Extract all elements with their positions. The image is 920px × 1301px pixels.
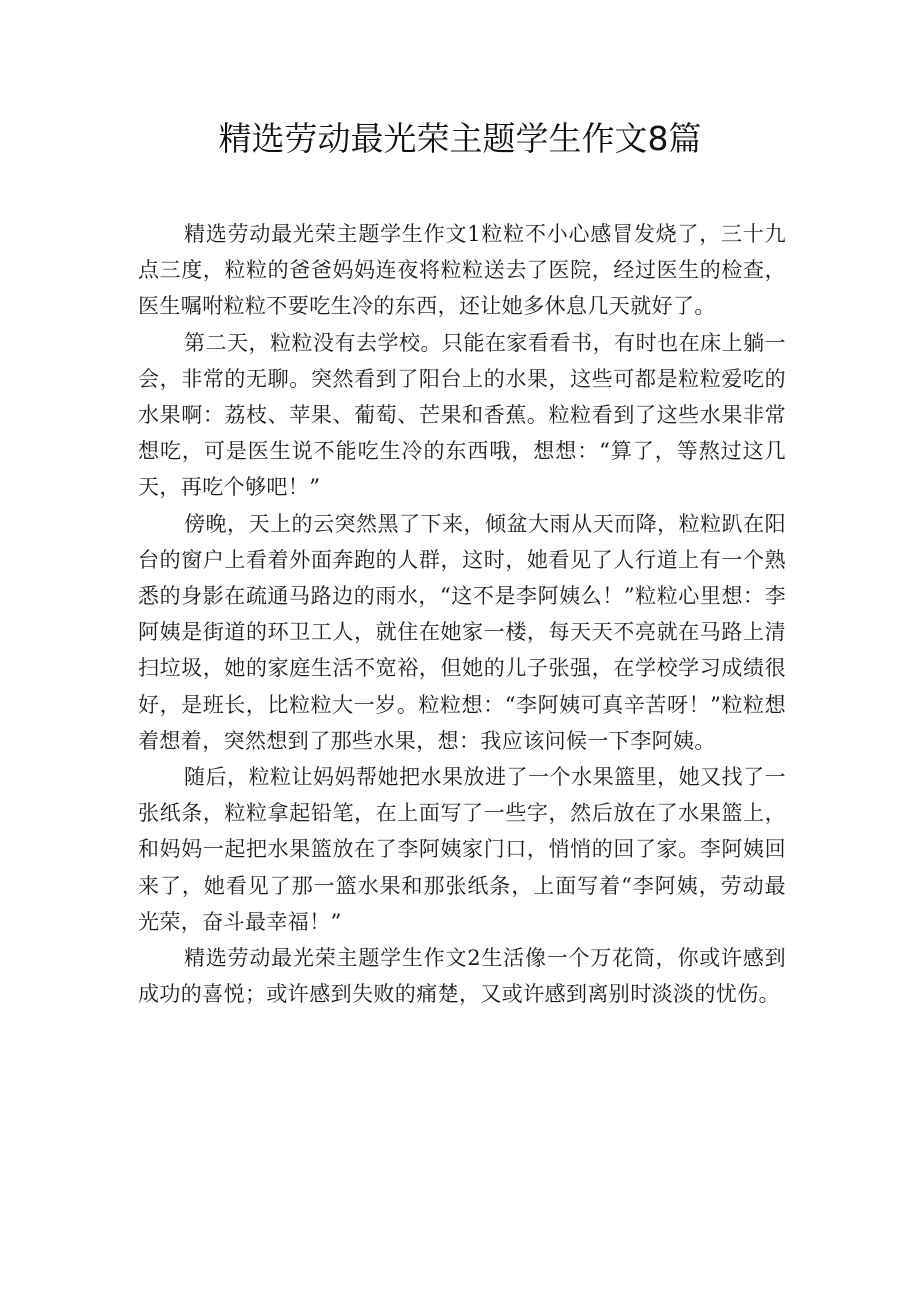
- paragraph: 精选劳动最光荣主题学生作文1粒粒不小心感冒发烧了，三十九点三度，粒粒的爸爸妈妈连夜将粒粒送去了医院，经过医生的检查，医生嘱咐粒粒不要吃生冷的东西，还让她多休息几天就好了。: [138, 222, 786, 319]
- document-body: [138, 216, 786, 1012]
- document-title: 精选劳动最光荣主题学生作文8篇: [218, 119, 702, 158]
- paragraph: 傍晚，天上的云突然黑了下来，倾盆大雨从天而降，粒粒趴在阳台的窗户上看着外面奔跑的人群，这时，她看见了人行道上有一个熟悉的身影在疏通马路边的雨水，“这不是李阿姨么！”粒粒心里想：李阿姨是街道的环卫工人，就住在她家一楼，每天天不亮就在马路上清扫垃圾，她的家庭生活不宽裕，但她的儿子张强，在学校学习成绩很好，是班长，比粒粒大一岁。粒粒想：“李阿姨可真辛苦呀！”粒粒想着想着，突然想到了那些水果，想：我应该问候一下李阿姨。: [138, 511, 786, 753]
- paragraph: 随后，粒粒让妈妈帮她把水果放进了一个水果篮里，她又找了一张纸条，粒粒拿起铅笔，在上面写了一些字，然后放在了水果篮上，和妈妈一起把水果篮放在了李阿姨家门口，悄悄的回了家。李阿姨回来了，她看见了那一篮水果和那张纸条，上面写着“李阿姨，劳动最光荣，奋斗最幸福！”: [138, 765, 786, 934]
- paragraph: 第二天，粒粒没有去学校。只能在家看看书，有时也在床上躺一会，非常的无聊。突然看到了阳台上的水果，这些可都是粒粒爱吃的水果啊：荔枝、苹果、葡萄、芒果和香蕉。粒粒看到了这些水果非常想吃，可是医生说不能吃生冷的东西哦，想想：“算了，等熬过这几天，再吃个够吧！”: [138, 330, 786, 500]
- paragraph: 精选劳动最光荣主题学生作文2生活像一个万花筒，你或许感到成功的喜悦；或许感到失败的痛楚，又或许感到离别时淡淡的忧伤。: [138, 946, 786, 1007]
